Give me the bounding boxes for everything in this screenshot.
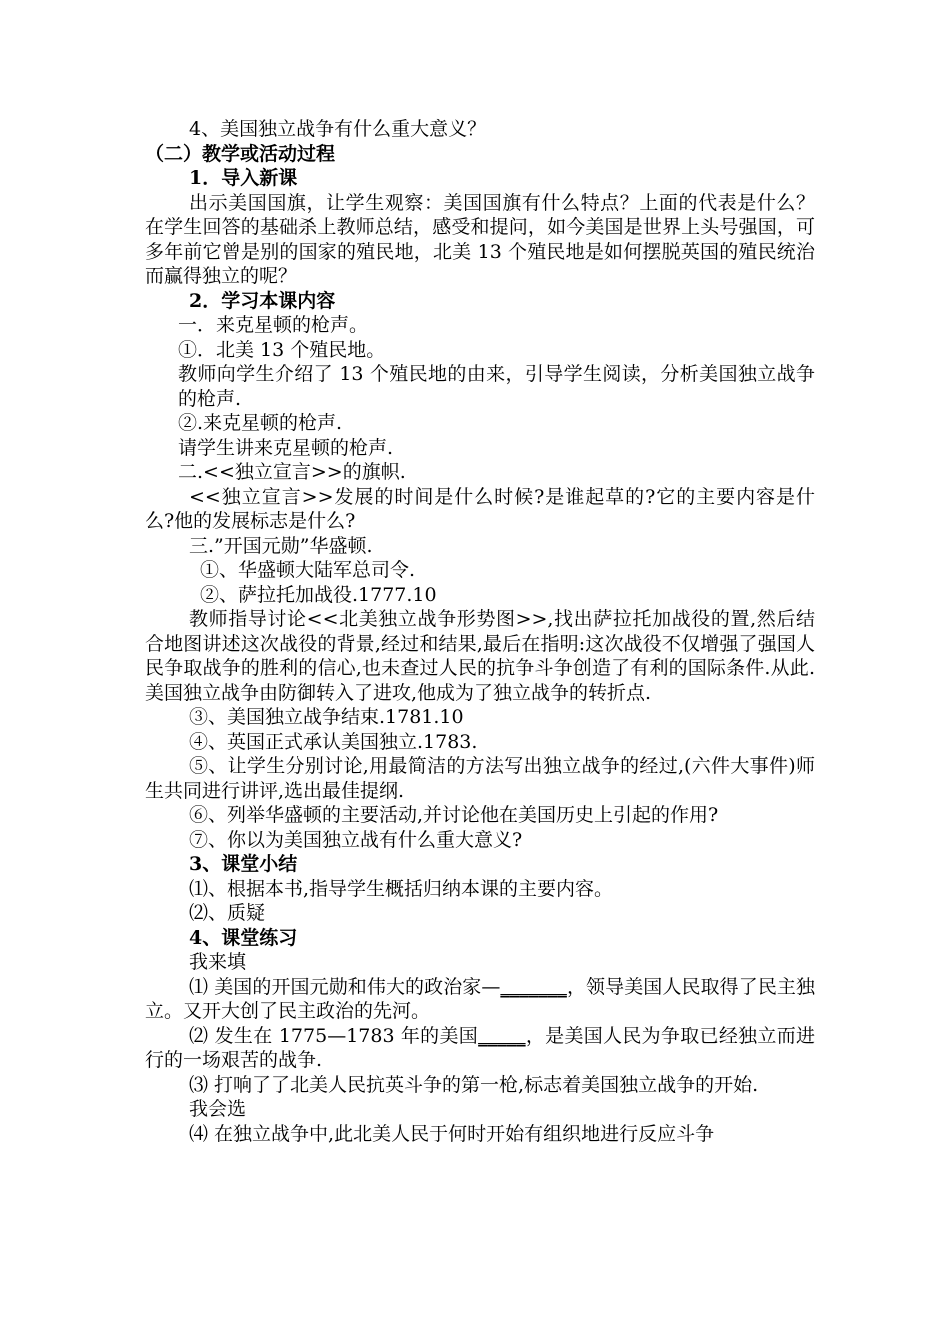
item-washington-activities: ⑥、列举华盛顿的主要活动,并讨论他在美国历史上引起的作用? [189, 804, 719, 826]
topic-declaration: 二.<<独立宣言>>的旗帜. [178, 461, 406, 483]
document-page [145, 117, 815, 1146]
item-war-end: ③、美国独立战争结束.1781.10 [189, 706, 464, 728]
heading-summary: 3、课堂小结 [189, 853, 298, 875]
heading-intro-lesson: 1．导入新课 [189, 167, 298, 189]
item-commander: ①、华盛顿大陆军总司令. [200, 559, 416, 581]
exercise-2-blank: _____ [478, 1024, 526, 1047]
exercise-2-text-a: ⑵ 发生在 1775—1783 年的美国 [189, 1024, 479, 1047]
item-significance: ⑦、你以为美国独立战有什么重大意义? [189, 828, 523, 851]
topic-washington: 三.”开国元勋”华盛顿. [189, 534, 373, 557]
item-britain-recognize: ④、英国正式承认美国独立.1783. [189, 730, 478, 753]
paragraph-declaration-questions: <<独立宣言>>发展的时间是什么时候?是谁起草的?它的主要内容是什么?他的发展标志是什么? [145, 485, 815, 532]
item-summarize: ⑴、根据本书,指导学生概括归纳本课的主要内容。 [189, 877, 614, 900]
exercise-2-text-b: ，是美国人民为争取已经独立而进行的一场艰苦的战争. [145, 1024, 815, 1071]
item-saratoga: ②、萨拉托加战役.1777.10 [200, 583, 437, 606]
heading-exercises: 4、课堂练习 [189, 926, 298, 949]
section-heading-teaching-process: （二）教学或活动过程 [145, 142, 336, 165]
exercise-1 [145, 975, 815, 1024]
intro-paragraph: 出示美国国旗，让学生观察：美国国旗有什么特点？上面的代表是什么？在学生回答的基础杀上教师总结，感受和提问，如今美国是世界上头号强国，可多年前它曾是别的国家的殖民地，北美 13 个殖民地是如何摆脱英国的殖民统治而赢得独立的呢？ [145, 191, 815, 287]
label-multiple-choice: 我会选 [189, 1098, 247, 1120]
line-students-tell: 请学生讲来克星顿的枪声. [178, 436, 394, 459]
exercise-2 [145, 1024, 815, 1073]
item-questions: ⑵、质疑 [189, 902, 266, 924]
exercise-4: ⑷ 在独立战争中,此北美人民于何时开始有组织地进行反应斗争 [189, 1122, 715, 1145]
item-lexington-shots: ②.来克星顿的枪声. [178, 412, 343, 434]
paragraph-teacher-intro: 教师向学生介绍了 13 个殖民地的由来，引导学生阅读，分析美国独立战争的枪声. [178, 363, 815, 410]
exercise-1-text-a: ⑴ 美国的开国元勋和伟大的政治家— [189, 975, 501, 998]
exercise-1-text-b: ，领导美国人民取得了民主独立。又开大创了民主政治的先河。 [145, 975, 815, 1022]
paragraph-discussion-outline: ⑤、让学生分别讨论,用最简洁的方法写出独立战争的经过,(六件大事件)师生共同进行讲评,选出最佳提纲. [145, 755, 815, 802]
item-13-colonies: ①．北美 13 个殖民地。 [178, 338, 386, 361]
exercise-1-blank: _______ [500, 975, 567, 998]
exercise-3: ⑶ 打响了了北美人民抗英斗争的第一枪,标志着美国独立战争的开始. [189, 1073, 759, 1096]
label-fill-in: 我来填 [189, 951, 247, 973]
heading-learn-content: 2．学习本课内容 [189, 289, 336, 312]
paragraph-saratoga-discussion: 教师指导讨论<<北美独立战争形势图>>,找出萨拉托加战役的置,然后结合地图讲述这次战役的背景,经过和结果,最后在指明:这次战役不仅增强了强国人民争取战争的胜利的信心,也未查过人民的抗争斗争创造了有利的国际条件.从此.美国独立战争由防御转入了进攻,他成为了独立战争的转折点. [145, 608, 815, 704]
topic-lexington: 一．来克星顿的枪声。 [178, 314, 369, 336]
question-4-line: 4、美国独立战争有什么重大意义？ [189, 118, 487, 140]
